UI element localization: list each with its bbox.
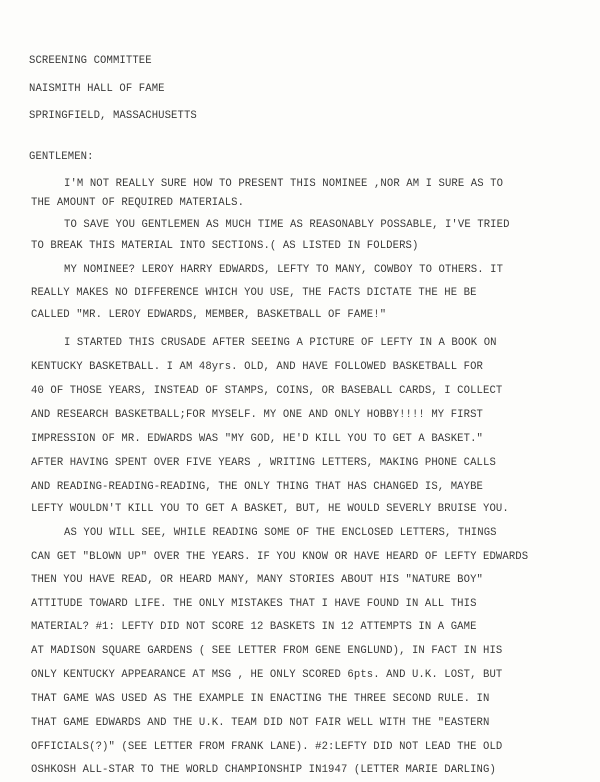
body-line-13: AFTER HAVING SPENT OVER FIVE YEARS , WRITING LETTERS, MAKING PHONE CALLS [31, 457, 496, 469]
body-line-7: CALLED "MR. LEROY EDWARDS, MEMBER, BASKETBALL OF FAME!" [31, 309, 387, 321]
body-line-22: ONLY KENTUCKY APPEARANCE AT MSG , HE ONLY SCORED 6pts. AND U.K. LOST, BUT [31, 669, 503, 681]
body-line-10: 40 OF THOSE YEARS, INSTEAD OF STAMPS, COINS, OR BASEBALL CARDS, I COLLECT [31, 385, 503, 397]
body-line-21: AT MADISON SQUARE GARDENS ( SEE LETTER FROM GENE ENGLUND), IN FACT IN HIS [31, 645, 503, 657]
body-line-16: AS YOU WILL SEE, WHILE READING SOME OF THE ENCLOSED LETTERS, THINGS [64, 527, 497, 539]
body-line-1: I'M NOT REALLY SURE HOW TO PRESENT THIS NOMINEE ,NOR AM I SURE AS TO [64, 178, 504, 190]
body-line-2: THE AMOUNT OF REQUIRED MATERIALS. [31, 197, 245, 209]
body-line-12: IMPRESSION OF MR. EDWARDS WAS "MY GOD, HE'D KILL YOU TO GET A BASKET." [31, 433, 484, 445]
body-line-19: ATTITUDE TOWARD LIFE. THE ONLY MISTAKES THAT I HAVE FOUND IN ALL THIS [31, 598, 477, 610]
body-line-25: OFFICIALS(?)" (SEE LETTER FROM FRANK LANE). #2:LEFTY DID NOT LEAD THE OLD [31, 741, 503, 753]
salutation: GENTLEMEN: [29, 151, 94, 163]
body-line-24: THAT GAME EDWARDS AND THE U.K. TEAM DID NOT FAIR WELL WITH THE "EASTERN [31, 717, 490, 729]
body-line-3: TO SAVE YOU GENTLEMEN AS MUCH TIME AS REASONABLY POSSABLE, I'VE TRIED [64, 219, 510, 231]
body-line-11: AND RESEARCH BASKETBALL;FOR MYSELF. MY ONE AND ONLY HOBBY!!!! MY FIRST [31, 409, 484, 421]
address-line-2: NAISMITH HALL OF FAME [29, 83, 165, 95]
body-line-15: LEFTY WOULDN'T KILL YOU TO GET A BASKET, BUT, HE WOULD SEVERLY BRUISE YOU. [31, 503, 509, 515]
body-line-17: CAN GET "BLOWN UP" OVER THE YEARS. IF YOU KNOW OR HAVE HEARD OF LEFTY EDWARDS [31, 551, 529, 563]
body-line-9: KENTUCKY BASKETBALL. I AM 48yrs. OLD, AND HAVE FOLLOWED BASKETBALL FOR [31, 361, 484, 373]
body-line-5: MY NOMINEE? LEROY HARRY EDWARDS, LEFTY TO MANY, COWBOY TO OTHERS. IT [64, 264, 504, 276]
address-line-3: SPRINGFIELD, MASSACHUSETTS [29, 110, 197, 122]
body-line-26: OSHKOSH ALL-STAR TO THE WORLD CHAMPIONSHIP IN1947 (LETTER MARIE DARLING) [31, 764, 496, 776]
body-line-20: MATERIAL? #1: LEFTY DID NOT SCORE 12 BASKETS IN 12 ATTEMPTS IN A GAME [31, 621, 477, 633]
body-line-8: I STARTED THIS CRUSADE AFTER SEEING A PICTURE OF LEFTY IN A BOOK ON [64, 337, 497, 349]
body-line-23: THAT GAME WAS USED AS THE EXAMPLE IN ENACTING THE THREE SECOND RULE. IN [31, 693, 490, 705]
address-line-1: SCREENING COMMITTEE [29, 55, 152, 67]
body-line-4: TO BREAK THIS MATERIAL INTO SECTIONS.( AS LISTED IN FOLDERS) [31, 240, 419, 252]
body-line-6: REALLY MAKES NO DIFFERENCE WHICH YOU USE, THE FACTS DICTATE THE HE BE [31, 287, 477, 299]
body-line-18: THEN YOU HAVE READ, OR HEARD MANY, MANY STORIES ABOUT HIS "NATURE BOY" [31, 574, 484, 586]
body-line-14: AND READING-READING-READING, THE ONLY THING THAT HAS CHANGED IS, MAYBE [31, 481, 484, 493]
